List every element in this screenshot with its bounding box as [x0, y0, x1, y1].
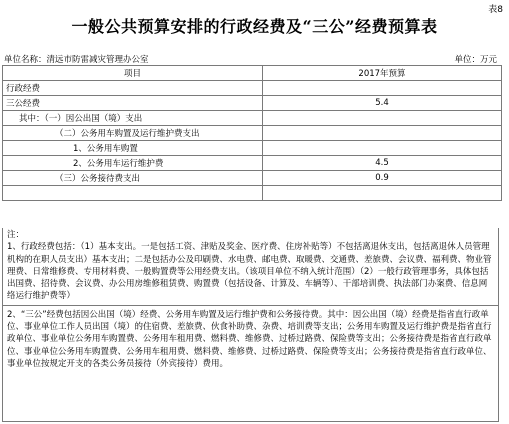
notes-heading: 注： — [7, 230, 25, 240]
table-row — [3, 141, 502, 156]
table-row — [3, 81, 502, 96]
table-header-row — [3, 66, 502, 81]
row-value: 5.4 — [263, 96, 502, 111]
unit-name-label: 单位名称：清远市防雷减灾管理办公室 — [4, 55, 149, 65]
row-value: 4.5 — [263, 156, 502, 171]
row-value — [263, 141, 502, 156]
currency-unit-label: 单位：万元 — [454, 55, 497, 65]
row-value — [263, 126, 502, 141]
table-row — [3, 111, 502, 126]
table-row — [3, 96, 502, 111]
row-label: （三）公务接待费支出 — [3, 171, 263, 186]
table-row — [3, 156, 502, 171]
row-value — [263, 111, 502, 126]
meta-row — [4, 53, 499, 65]
note-administrative-expenses: 1、行政经费包括：（1）基本支出。一是包括工资、津贴及奖金、医疗费、住房补贴等）不包括离退休支出，包括离退休人员管理机构的在职人员支出）基本支出；二是包括办公及印刷费、水电费、邮电费、取暖费、交通费、差旅费、会议费、福利费、物业管理费、日常维修费、专用材料费、一般购置费等公用经费支出。（该项目单位不纳入统计范围）（2）一般行政管理事务，具体包括出国费、招待费、会议费、办公用房维修租赁费、购置费（包括设备、计算及、车辆等）、干部培训费、执法部门办案费、信息网络运行维护费等） — [7, 242, 492, 302]
row-label: 行政经费 — [3, 81, 263, 96]
row-label: （二）公务用车购置及运行维护费支出 — [3, 126, 263, 141]
row-label: 2、公务用车运行维护费 — [3, 156, 263, 171]
sheet-number-label: 表8 — [488, 5, 503, 15]
notes-divider — [3, 305, 498, 306]
row-label: 其中：（一）因公出国（境）支出 — [3, 111, 263, 126]
notes-section — [2, 228, 499, 422]
row-value — [263, 81, 502, 96]
row-value: 0.9 — [263, 171, 502, 186]
page-title: 一般公共预算安排的行政经费及“三公”经费预算表 — [71, 17, 438, 36]
row-label: 三公经费 — [3, 96, 263, 111]
row-label: 1、公务用车购置 — [3, 141, 263, 156]
budget-table — [2, 65, 502, 201]
note-three-public-expenses: 2、“三公”经费包括因公出国（境）经费、公务用车购置及运行维护费和公务接待费。其中：因公出国（境）经费是指省直行政单位、事业单位工作人员出国（境）的住宿费、差旅费、伙食补助费、杂费、培训费等支出；公务用车购置及运行维护费是指省直行政单位、事业单位公务用车购置费、公务用车租用费、燃料费、维修费、过桥过路费、保险费等支出；公务接待费是指省直行政单位、事业单位公务用车购置费、公务用车租用费、燃料费、维修费、过桥过路费、保险费等支出；公务接待费是指省直行政单位、事业单位按规定开支的各类公务员接待（外宾接待）费用。 — [7, 309, 492, 369]
table-row — [3, 186, 502, 201]
header-item: 项目 — [3, 66, 263, 81]
row-label — [3, 186, 263, 201]
header-budget-2017: 2017年预算 — [263, 66, 502, 81]
row-value — [263, 186, 502, 201]
table-row — [3, 126, 502, 141]
table-row — [3, 171, 502, 186]
